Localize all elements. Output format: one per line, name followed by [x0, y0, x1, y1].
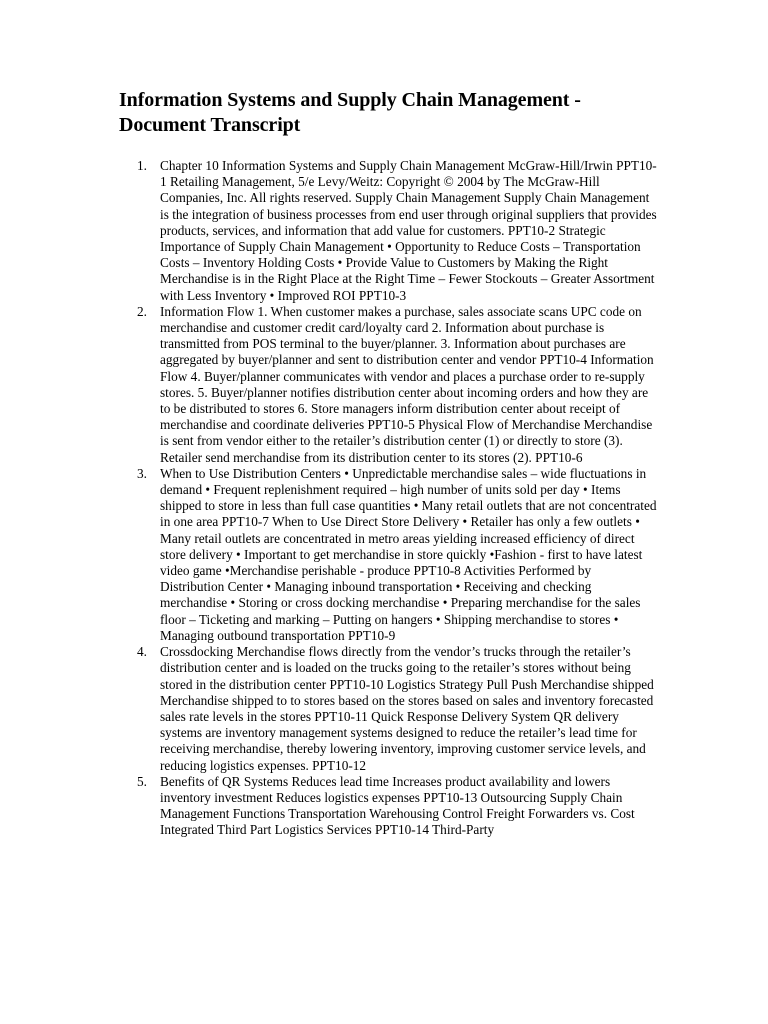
- list-item: [119, 644, 658, 774]
- list-item-number: 3.: [137, 465, 147, 481]
- transcript-list: [119, 158, 658, 839]
- list-item: [119, 158, 658, 304]
- list-item-number: 1.: [137, 158, 147, 173]
- list-item: [119, 466, 658, 644]
- list-item-text: Chapter 10 Information Systems and Supply Chain Management McGraw-Hill/Irwin PPT10-1 Retailing Management, 5/e Levy/Weitz: Copyright © 2004 by The McGraw-Hill Companies, Inc. All rights reserved. Supply Chain Management Supply Chain Management is the integration of business processes from end user through original suppliers that provides products, services, and information that add value for customers. PPT10-2 Strategic Importance of Supply Chain Management • Opportunity to Reduce Costs – Transportation Costs – Inventory Holding Costs • Provide Value to Customers by Making the Right Merchandise is in the Right Place at the Right Time – Fewer Stockouts – Greater Assortment with Less Inventory • Improved ROI PPT10-3: [160, 158, 657, 303]
- list-item: [119, 774, 658, 839]
- document-title: Information Systems and Supply Chain Management - Document Transcript: [119, 89, 581, 136]
- list-item-text: Benefits of QR Systems Reduces lead time Increases product availability and lowers inventory investment Reduces logistics expenses PPT10-13 Outsourcing Supply Chain Management Functions Transportation Warehousing Control Freight Forwarders vs. Cost Integrated Third Part Logistics Services PPT10-14 Third-Party: [160, 773, 635, 838]
- list-item-text: Crossdocking Merchandise flows directly from the vendor’s trucks through the retailer’s distribution center and is loaded on the trucks going to the retailer’s stores without being stored in the distribution center PPT10-10 Logistics Strategy Pull Push Merchandise shipped Merchandise shipped to to stores based on the stores based on sales and inventory forecasted sales rate levels in the stores PPT10-11 Quick Response Delivery System QR delivery systems are inventory management systems designed to reduce the retailer’s lead time for receiving merchandise, thereby lowering inventory, improving customer service levels, and reducing logistics expenses. PPT10-12: [160, 644, 654, 773]
- list-item: [119, 304, 658, 466]
- list-item-number: 2.: [137, 303, 147, 319]
- list-item-text: Information Flow 1. When customer makes a purchase, sales associate scans UPC code on merchandise and customer credit card/loyalty card 2. Information about purchase is transmitted from POS terminal to the buyer/planner. 3. Information about purchases are aggregated by buyer/planner and sent to distribution center and vendor PPT10-4 Information Flow 4. Buyer/planner communicates with vendor and places a purchase order to re-supply stores. 5. Buyer/planner notifies distribution center about incoming orders and how they are to be distributed to stores 6. Store managers inform distribution center about receipt of merchandise and coordinate deliveries PPT10-5 Physical Flow of Merchandise Merchandise is sent from vendor either to the retailer’s distribution center (1) or directly to store (3). Retailer send merchandise from its distribution center to its stores (2). PPT10-6: [160, 303, 654, 465]
- list-item-number: 5.: [137, 773, 147, 789]
- list-item-text: When to Use Distribution Centers • Unpredictable merchandise sales – wide fluctuations in demand • Frequent replenishment required – high number of units sold per day • Items shipped to store in less than full case quantities • Many retail outlets that are not concentrated in one area PPT10-7 When to Use Direct Store Delivery • Retailer has only a few outlets • Many retail outlets are concentrated in metro areas yielding increased efficiency of direct store delivery • Important to get merchandise in store quickly •Fashion - first to have latest video game •Merchandise perishable - produce PPT10-8 Activities Performed by Distribution Center • Managing inbound transportation • Receiving and checking merchandise • Storing or cross docking merchandise • Preparing merchandise for the sales floor – Ticketing and marking – Putting on hangers • Shipping merchandise to stores • Managing outbound transportation PPT10-9: [160, 465, 657, 643]
- list-item-number: 4.: [137, 644, 147, 660]
